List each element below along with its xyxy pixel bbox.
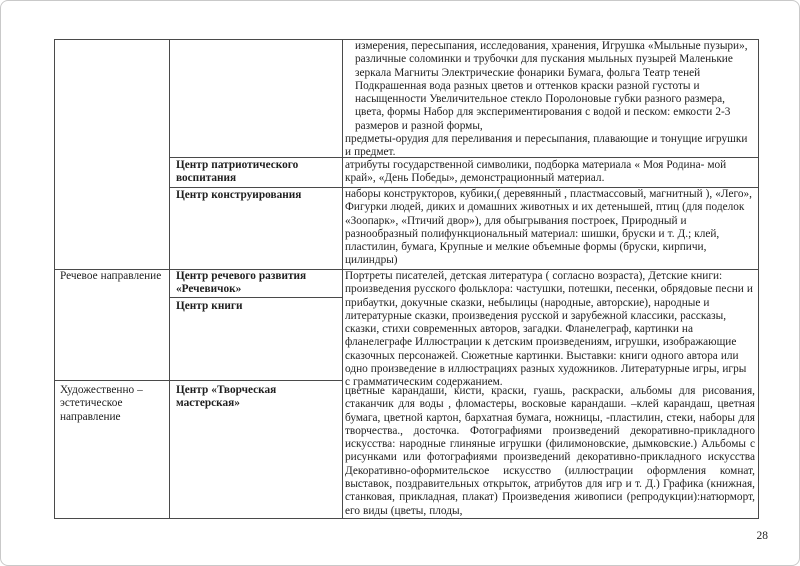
center-patriotic-label: Центр патриотического воспитания xyxy=(176,159,299,185)
table-border-col2-col3 xyxy=(342,39,343,519)
table-border-right xyxy=(758,39,759,519)
direction-art-label: Художественно – эстетическое направление xyxy=(60,384,143,423)
experiment-materials-part1: измерения, пересыпания, исследования, хранения, Игрушка «Мыльные пузыри», различные соломинки и трубочки для пускания мыльных пузырей Маленькие зеркала Магниты Электрические фонарики Бумага, фольга Театр теней Подкрашенная вода разных цветов и оттенков краски разной густоты и насыщенности Увеличительное стекло Поролоновые губки разного размера, цвета, формы Набор для экспериментирования с водой и песком: емкости 2-3 размеров и разной формы, xyxy=(355,40,748,132)
center-books-label: Центр книги xyxy=(176,300,243,312)
center-speech-dev-label: Центр речевого развития «Речевичок» xyxy=(176,270,307,296)
cell-art-materials: цветные карандаши, кисти, краски, гуашь, раскраски, альбомы для рисования, стаканчик для воды , фломастеры, восковые карандаши. –клей карандаш, цветная бумага, цветной картон, бархатная бумага, ножницы, -пластилин, стеки, наборы для творчества., досточка. Фотографиями произведений декоративно-прикладного искусства: народные глиняные игрушки (филимоновские, дымковские.) Альбомы с рисунками или фотографиями произведений декоративно-прикладного искусства Декоративно-оформительское искусство (иллюстрации оформления комнат, выставок, поздравительных открыток, атрибутов для игр и т. Д.) Графика (книжная, станковая, прикладная, плакат) Произведения живописи (репродукции):натюрморт, его виды (цветы, плоды, xyxy=(345,385,755,517)
direction-speech-label: Речевое направление xyxy=(60,270,162,282)
table-border-col1-col2 xyxy=(169,39,170,519)
cell-construction-materials: наборы конструкторов, кубики,( деревянный , пластмассовый, магнитный ), «Лего», Фигурки людей, диких и домашних животных и их детенышей, птиц (для поделок «Зоопарк», «Птичий двор»), для обыгрывания построек, Природный и разнообразный полифункциональный материал: шишки, бруски и т. Д.; клей, пластилин, бумага, Крупные и мелкие объемные формы (бруски, кирпичи, цилиндры) xyxy=(345,188,753,267)
table-border-left xyxy=(54,39,55,519)
cell-speech-materials: Портреты писателей, детская литература ( согласно возраста), Детские книги: произведения русского фольклора: частушки, потешки, песенки, обрядовые песни и прибаутки, докучные сказки, небылицы (народные, авторские), народные и литературные сказки, произведения русской и зарубежной классики, рассказы, сказки, стихи современных авторов, загадки. Фланелеграф, картинки на фланелеграфе Иллюстрации к детским произведениям, игрушки, изображающие сказочных персонажей. Сюжетные картинки. Выставки: книги одного автора или одно произведение в иллюстрациях разных художников. Литературные игры, игры с грамматическим содержанием. xyxy=(345,270,753,389)
center-construction-label: Центр конструирования xyxy=(176,189,302,201)
table-row-divider-speech-center xyxy=(169,297,342,298)
center-workshop-label: Центр «Творческая мастерская» xyxy=(176,384,277,410)
cell-patriotic-materials: атрибуты государственной символики, подборка материала « Моя Родина- мой край», «День Победы», демонстрационный материал. xyxy=(345,159,727,185)
table-border-bottom xyxy=(54,518,759,519)
table-row-divider-speech-art xyxy=(54,380,342,381)
cell-experiment-materials xyxy=(345,40,754,160)
page-number: 28 xyxy=(756,530,768,542)
experiment-materials-part2: предметы-орудия для переливания и пересыпания, плавающие и тонущие игрушки и предмет. xyxy=(345,133,748,159)
